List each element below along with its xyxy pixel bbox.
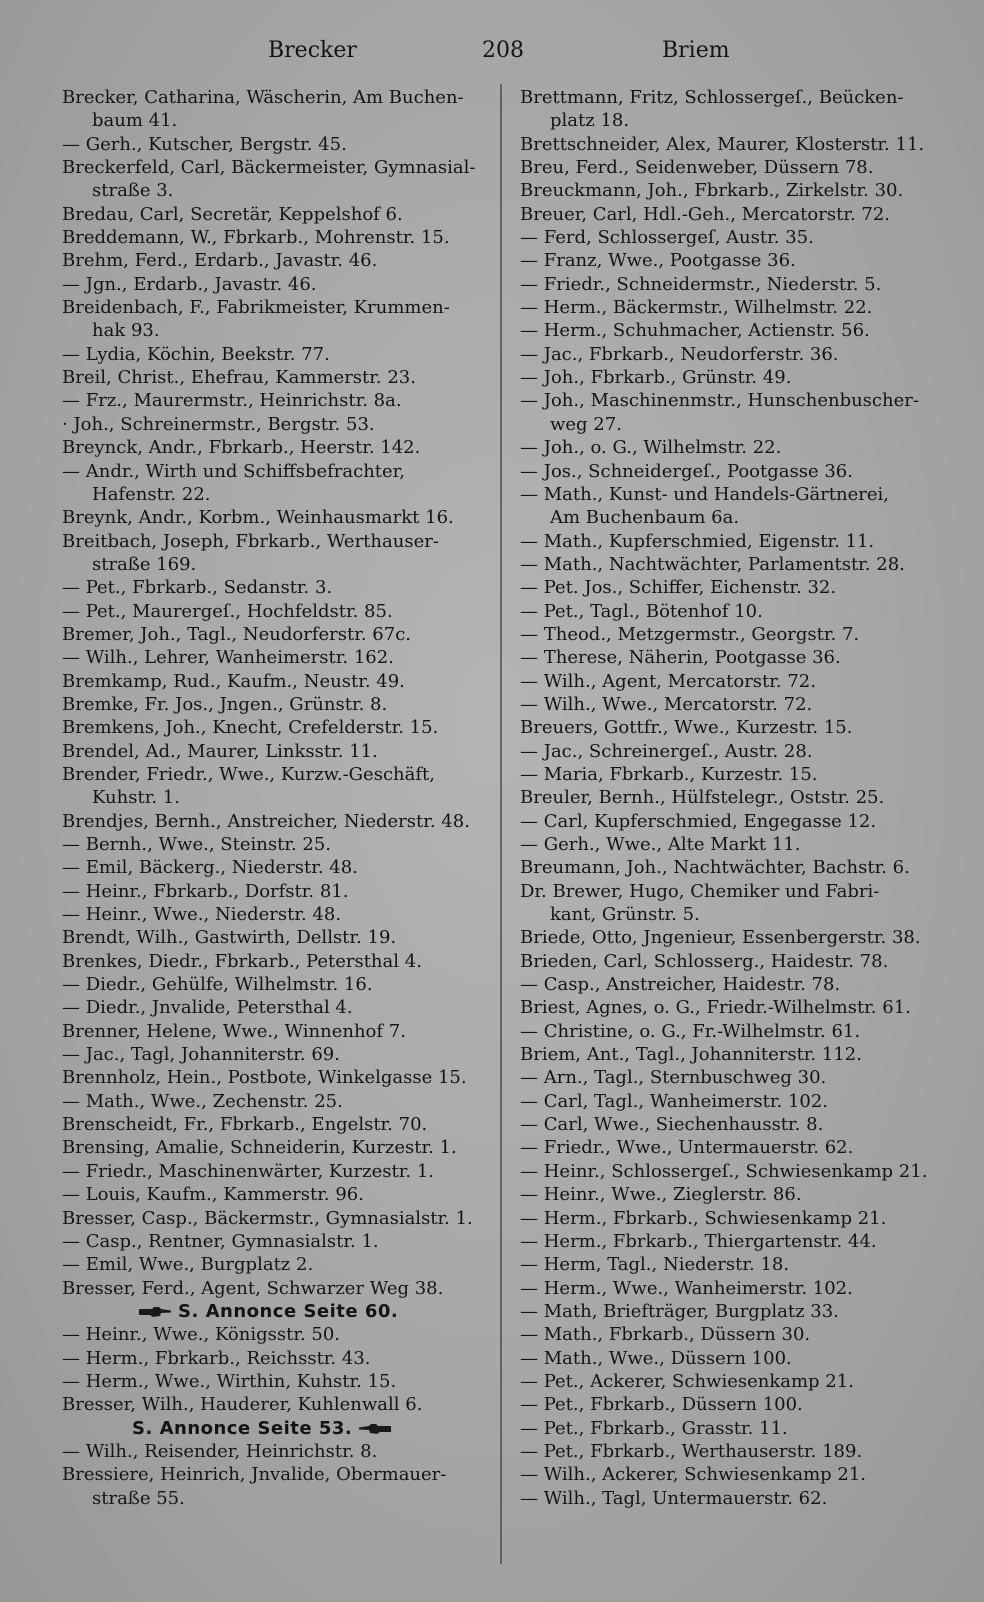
directory-entry bbox=[62, 623, 490, 646]
entry-text: — Math., Kupferschmied, Eigenstr. 11. bbox=[520, 530, 875, 552]
entry-text: — Jac., Tagl, Johanniterstr. 69. bbox=[62, 1044, 340, 1066]
directory-entry bbox=[62, 950, 490, 973]
directory-entry bbox=[62, 506, 490, 529]
directory-entry bbox=[62, 553, 490, 576]
directory-entry bbox=[520, 1323, 960, 1346]
entry-text: Bresser, Casp., Bäckermstr., Gymnasialstr. 1. bbox=[62, 1207, 473, 1229]
entry-text: — Heinr., Fbrkarb., Dorfstr. 81. bbox=[62, 880, 349, 902]
directory-entry bbox=[520, 553, 960, 576]
entry-text: — Pet. Jos., Schiffer, Eichenstr. 32. bbox=[520, 577, 837, 599]
directory-entry bbox=[62, 903, 490, 926]
directory-entry bbox=[62, 576, 490, 599]
entry-text: Breu, Ferd., Seidenweber, Düssern 78. bbox=[520, 157, 874, 179]
entry-text: Brenscheidt, Fr., Fbrkarb., Engelstr. 70. bbox=[62, 1114, 428, 1136]
directory-entry bbox=[62, 1393, 490, 1416]
entry-text: Briem, Ant., Tagl., Johanniterstr. 112. bbox=[520, 1044, 862, 1066]
entry-text: Kuhstr. 1. bbox=[92, 787, 180, 809]
directory-entry bbox=[62, 716, 490, 739]
directory-entry bbox=[520, 1113, 960, 1136]
directory-entry bbox=[62, 1323, 490, 1346]
entry-text: Bredau, Carl, Secretär, Keppelshof 6. bbox=[62, 203, 403, 225]
entry-text: Brennholz, Hein., Postbote, Winkelgasse 15. bbox=[62, 1067, 467, 1089]
page-header bbox=[0, 38, 984, 72]
directory-entry bbox=[520, 950, 960, 973]
directory-entry bbox=[520, 1136, 960, 1159]
directory-entry bbox=[62, 1113, 490, 1136]
directory-entry bbox=[520, 903, 960, 926]
directory-entry bbox=[62, 156, 490, 179]
directory-entry bbox=[62, 413, 490, 436]
directory-entry bbox=[520, 249, 960, 272]
entry-text: platz 18. bbox=[550, 110, 630, 132]
directory-entry bbox=[62, 833, 490, 856]
directory-entry bbox=[62, 319, 490, 342]
entry-text: — Heinr., Wwe., Königsstr. 50. bbox=[62, 1324, 341, 1346]
entry-text: · Joh., Schreinermstr., Bergstr. 53. bbox=[62, 413, 375, 435]
entry-text: — Math., Wwe., Zechenstr. 25. bbox=[62, 1090, 343, 1112]
entry-text: — Wilh., Tagl, Untermauerstr. 62. bbox=[520, 1487, 828, 1509]
entry-text: Brieden, Carl, Schlosserg., Haidestr. 78. bbox=[520, 950, 889, 972]
entry-text: straße 55. bbox=[92, 1487, 185, 1509]
directory-entry bbox=[62, 343, 490, 366]
directory-entry bbox=[62, 1160, 490, 1183]
entry-text: Bremer, Joh., Tagl., Neudorferstr. 67c. bbox=[62, 623, 411, 645]
directory-entry bbox=[520, 273, 960, 296]
left-column bbox=[62, 86, 490, 1510]
directory-entry bbox=[520, 530, 960, 553]
directory-entry bbox=[62, 600, 490, 623]
entry-text: — Pet., Fbrkarb., Düssern 100. bbox=[520, 1394, 803, 1416]
directory-entry bbox=[62, 786, 490, 809]
directory-entry bbox=[62, 203, 490, 226]
directory-entry bbox=[62, 810, 490, 833]
entry-text: Brecker, Catharina, Wäscherin, Am Buchen- bbox=[62, 87, 464, 108]
directory-entry bbox=[520, 763, 960, 786]
directory-entry bbox=[62, 483, 490, 506]
entry-text: — Carl, Kupferschmied, Engegasse 12. bbox=[520, 810, 877, 832]
entry-text: — Carl, Tagl., Wanheimerstr. 102. bbox=[520, 1090, 829, 1112]
directory-entry bbox=[62, 249, 490, 272]
directory-entry bbox=[520, 133, 960, 156]
directory-entry bbox=[520, 623, 960, 646]
directory-entry bbox=[520, 506, 960, 529]
directory-entry bbox=[62, 1207, 490, 1230]
entry-text: — Gerh., Kutscher, Bergstr. 45. bbox=[62, 133, 347, 155]
pointing-hand-icon bbox=[138, 1306, 172, 1318]
entry-text: Brettmann, Fritz, Schlossergeſ., Beücken- bbox=[520, 87, 904, 108]
entry-text: Bresser, Wilh., Hauderer, Kuhlenwall 6. bbox=[62, 1394, 423, 1416]
entry-text: — Heinr., Wwe., Niederstr. 48. bbox=[62, 904, 342, 926]
directory-entry bbox=[520, 1300, 960, 1323]
directory-entry bbox=[62, 1487, 490, 1510]
entry-text: — Christine, o. G., Fr.-Wilhelmstr. 61. bbox=[520, 1020, 861, 1042]
entry-text: — Jac., Schreinergeſ., Austr. 28. bbox=[520, 740, 813, 762]
directory-entry bbox=[520, 319, 960, 342]
directory-entry bbox=[520, 436, 960, 459]
directory-entry bbox=[62, 1183, 490, 1206]
entry-text: straße 169. bbox=[92, 553, 197, 575]
entry-text: Bressiere, Heinrich, Jnvalide, Obermauer- bbox=[62, 1464, 447, 1486]
entry-text: — Math., Wwe., Düssern 100. bbox=[520, 1347, 792, 1369]
entry-text: — Jac., Fbrkarb., Neudorferstr. 36. bbox=[520, 343, 839, 365]
directory-entry bbox=[62, 436, 490, 459]
entry-text: — Wilh., Ackerer, Schwiesenkamp 21. bbox=[520, 1464, 867, 1486]
directory-entry bbox=[520, 179, 960, 202]
directory-entry bbox=[520, 460, 960, 483]
entry-text: Breynck, Andr., Fbrkarb., Heerstr. 142. bbox=[62, 437, 421, 459]
directory-entry bbox=[520, 296, 960, 319]
directory-entry bbox=[520, 156, 960, 179]
entry-text: — Pet., Maurergeſ., Hochfeldstr. 85. bbox=[62, 600, 393, 622]
annonce-reference bbox=[62, 1417, 490, 1440]
entry-text: Bremkens, Joh., Knecht, Crefelderstr. 15. bbox=[62, 717, 439, 739]
directory-entry bbox=[62, 530, 490, 553]
entry-text: — Heinr., Schlossergeſ., Schwiesenkamp 21. bbox=[520, 1160, 928, 1182]
entry-text: Briest, Agnes, o. G., Friedr.-Wilhelmstr. 61. bbox=[520, 997, 911, 1019]
entry-text: Breumann, Joh., Nachtwächter, Bachstr. 6. bbox=[520, 857, 910, 879]
directory-entry bbox=[520, 786, 960, 809]
directory-entry bbox=[520, 1440, 960, 1463]
directory-entry bbox=[62, 366, 490, 389]
directory-entry bbox=[520, 646, 960, 669]
directory-entry bbox=[520, 740, 960, 763]
directory-entry bbox=[520, 810, 960, 833]
directory-entry bbox=[520, 1043, 960, 1066]
directory-entry bbox=[62, 1440, 490, 1463]
directory-entry bbox=[520, 1066, 960, 1089]
entry-text: — Jos., Schneidergeſ., Pootgasse 36. bbox=[520, 460, 853, 482]
entry-text: Bremkamp, Rud., Kaufm., Neustr. 49. bbox=[62, 670, 405, 692]
directory-entry bbox=[520, 1207, 960, 1230]
directory-entry bbox=[520, 1487, 960, 1510]
entry-text: Am Buchenbaum 6a. bbox=[550, 507, 740, 529]
entry-text: Breuer, Carl, Hdl.-Geh., Mercatorstr. 72. bbox=[520, 203, 891, 225]
entry-text: — Herm., Bäckermstr., Wilhelmstr. 22. bbox=[520, 297, 873, 319]
entry-text: Breuers, Gottfr., Wwe., Kurzestr. 15. bbox=[520, 717, 853, 739]
entry-text: — Casp., Anstreicher, Haidestr. 78. bbox=[520, 974, 841, 996]
directory-entry bbox=[520, 1347, 960, 1370]
directory-entry bbox=[520, 716, 960, 739]
entry-text: — Friedr., Wwe., Untermauerstr. 62. bbox=[520, 1137, 854, 1159]
entry-text: Breuckmann, Joh., Fbrkarb., Zirkelstr. 30. bbox=[520, 180, 904, 202]
entry-text: — Heinr., Wwe., Zieglerstr. 86. bbox=[520, 1184, 802, 1206]
entry-text: Breitbach, Joseph, Fbrkarb., Werthauser- bbox=[62, 530, 439, 552]
entry-text: — Joh., Maschinenmstr., Hunschenbuscher- bbox=[520, 390, 919, 412]
entry-text: — Pet., Ackerer, Schwiesenkamp 21. bbox=[520, 1370, 854, 1392]
entry-text: Breddemann, W., Fbrkarb., Mohrenstr. 15. bbox=[62, 227, 450, 249]
entry-text: — Frz., Maurermstr., Heinrichstr. 8a. bbox=[62, 390, 402, 412]
entry-text: Brenkes, Diedr., Fbrkarb., Petersthal 4. bbox=[62, 950, 422, 972]
directory-entry bbox=[520, 1277, 960, 1300]
directory-entry bbox=[520, 343, 960, 366]
entry-text: — Carl, Wwe., Siechenhausstr. 8. bbox=[520, 1114, 824, 1136]
entry-text: Hafenstr. 22. bbox=[92, 483, 211, 505]
directory-entry bbox=[62, 86, 490, 109]
entry-text: — Diedr., Gehülfe, Wilhelmstr. 16. bbox=[62, 974, 373, 996]
entry-text: — Emil, Bäckerg., Niederstr. 48. bbox=[62, 857, 358, 879]
entry-text: — Lydia, Köchin, Beekstr. 77. bbox=[62, 343, 330, 365]
entry-text: — Herm., Schuhmacher, Actienstr. 56. bbox=[520, 320, 870, 342]
entry-text: — Friedr., Maschinenwärter, Kurzestr. 1. bbox=[62, 1160, 435, 1182]
entry-text: baum 41. bbox=[92, 110, 178, 132]
entry-text: Brettschneider, Alex, Maurer, Klosterstr. 11. bbox=[520, 133, 925, 155]
entry-text: Breil, Christ., Ehefrau, Kammerstr. 23. bbox=[62, 367, 416, 389]
directory-entry bbox=[62, 1277, 490, 1300]
directory-entry bbox=[62, 973, 490, 996]
directory-entry bbox=[62, 763, 490, 786]
directory-entry bbox=[520, 670, 960, 693]
directory-entry bbox=[62, 670, 490, 693]
entry-text: — Emil, Wwe., Burgplatz 2. bbox=[62, 1254, 314, 1276]
directory-entry bbox=[520, 109, 960, 132]
entry-text: S. Annonce Seite 60. bbox=[178, 1300, 399, 1322]
entry-text: straße 3. bbox=[92, 180, 174, 202]
directory-entry bbox=[62, 273, 490, 296]
directory-entry bbox=[62, 1347, 490, 1370]
directory-entry bbox=[520, 1183, 960, 1206]
entry-text: — Herm., Fbrkarb., Schwiesenkamp 21. bbox=[520, 1207, 887, 1229]
directory-entry bbox=[520, 483, 960, 506]
directory-entry bbox=[62, 646, 490, 669]
directory-entry bbox=[520, 366, 960, 389]
entry-text: weg 27. bbox=[550, 413, 622, 435]
entry-text: — Therese, Näherin, Pootgasse 36. bbox=[520, 647, 841, 669]
entry-text: — Gerh., Wwe., Alte Markt 11. bbox=[520, 834, 801, 855]
entry-text: Bresser, Ferd., Agent, Schwarzer Weg 38. bbox=[62, 1277, 444, 1299]
entry-text: Briede, Otto, Jngenieur, Essenbergerstr. 38. bbox=[520, 927, 921, 949]
entry-text: Brendel, Ad., Maurer, Linksstr. 11. bbox=[62, 740, 378, 762]
directory-entry bbox=[520, 880, 960, 903]
directory-entry bbox=[520, 693, 960, 716]
entry-text: — Joh., Fbrkarb., Grünstr. 49. bbox=[520, 367, 792, 389]
directory-entry bbox=[62, 1230, 490, 1253]
entry-text: — Pet., Fbrkarb., Sedanstr. 3. bbox=[62, 577, 333, 599]
directory-entry bbox=[520, 973, 960, 996]
entry-text: — Arn., Tagl., Sternbuschweg 30. bbox=[520, 1067, 827, 1089]
entry-text: Dr. Brewer, Hugo, Chemiker und Fabri- bbox=[520, 880, 880, 902]
entry-text: — Herm., Wwe., Wanheimerstr. 102. bbox=[520, 1277, 853, 1299]
entry-text: — Math., Fbrkarb., Düssern 30. bbox=[520, 1324, 811, 1346]
directory-entry bbox=[62, 296, 490, 319]
entry-text: Bremke, Fr. Jos., Jngen., Grünstr. 8. bbox=[62, 693, 388, 715]
directory-entry bbox=[520, 1090, 960, 1113]
directory-entry bbox=[62, 226, 490, 249]
directory-entry bbox=[62, 1066, 490, 1089]
entry-text: — Franz, Wwe., Pootgasse 36. bbox=[520, 250, 796, 272]
directory-entry bbox=[62, 996, 490, 1019]
directory-entry bbox=[62, 693, 490, 716]
directory-entry bbox=[62, 133, 490, 156]
entry-text: — Herm., Fbrkarb., Thiergartenstr. 44. bbox=[520, 1230, 877, 1252]
directory-entry bbox=[62, 1043, 490, 1066]
entry-text: — Louis, Kaufm., Kammerstr. 96. bbox=[62, 1184, 364, 1206]
entry-text: Brendjes, Bernh., Anstreicher, Niederstr. 48. bbox=[62, 810, 470, 832]
right-column bbox=[520, 86, 960, 1510]
directory-entry bbox=[62, 856, 490, 879]
directory-entry bbox=[520, 996, 960, 1019]
directory-entry bbox=[62, 460, 490, 483]
entry-text: — Theod., Metzgermstr., Georgstr. 7. bbox=[520, 623, 860, 645]
entry-text: S. Annonce Seite 53. bbox=[132, 1417, 353, 1439]
entry-text: — Pet., Fbrkarb., Werthauserstr. 189. bbox=[520, 1440, 863, 1462]
entry-text: — Math, Briefträger, Burgplatz 33. bbox=[520, 1300, 839, 1322]
entry-text: — Bernh., Wwe., Steinstr. 25. bbox=[62, 834, 332, 855]
directory-entry bbox=[62, 1136, 490, 1159]
page-number: 208 bbox=[482, 38, 524, 63]
entry-text: — Wilh., Agent, Mercatorstr. 72. bbox=[520, 670, 816, 692]
directory-entry bbox=[520, 833, 960, 856]
header-left-keyword: Brecker bbox=[268, 38, 357, 63]
directory-entry bbox=[520, 203, 960, 226]
entry-text: — Wilh., Wwe., Mercatorstr. 72. bbox=[520, 693, 813, 715]
entry-text: — Joh., o. G., Wilhelmstr. 22. bbox=[520, 437, 782, 459]
entry-text: Breynk, Andr., Korbm., Weinhausmarkt 16. bbox=[62, 507, 454, 529]
directory-entry bbox=[520, 1463, 960, 1486]
directory-entry bbox=[520, 226, 960, 249]
directory-entry bbox=[62, 1370, 490, 1393]
directory-entry bbox=[520, 1160, 960, 1183]
entry-text: — Maria, Fbrkarb., Kurzestr. 15. bbox=[520, 763, 818, 785]
entry-text: hak 93. bbox=[92, 320, 160, 342]
entry-text: Brenner, Helene, Wwe., Winnenhof 7. bbox=[62, 1020, 406, 1042]
directory-entry bbox=[62, 880, 490, 903]
entry-text: — Casp., Rentner, Gymnasialstr. 1. bbox=[62, 1230, 379, 1252]
directory-entry bbox=[62, 926, 490, 949]
directory-entry bbox=[62, 179, 490, 202]
directory-entry bbox=[62, 1253, 490, 1276]
directory-entry bbox=[520, 600, 960, 623]
annonce-reference bbox=[62, 1300, 490, 1323]
directory-entry bbox=[520, 86, 960, 109]
pointing-hand-icon bbox=[358, 1423, 392, 1435]
directory-entry bbox=[520, 1020, 960, 1043]
column-divider bbox=[500, 84, 502, 1564]
directory-entry bbox=[520, 1370, 960, 1393]
directory-entry bbox=[62, 1463, 490, 1486]
entry-text: — Math., Kunst- und Handels-Gärtnerei, bbox=[520, 483, 890, 505]
entry-text: Breckerfeld, Carl, Bäckermeister, Gymnasial- bbox=[62, 157, 476, 179]
directory-entry bbox=[520, 576, 960, 599]
entry-text: — Herm., Wwe., Wirthin, Kuhstr. 15. bbox=[62, 1370, 397, 1392]
entry-text: Brendt, Wilh., Gastwirth, Dellstr. 19. bbox=[62, 927, 397, 949]
directory-entry bbox=[62, 389, 490, 412]
entry-text: — Ferd, Schlossergeſ, Austr. 35. bbox=[520, 227, 814, 249]
directory-entry bbox=[520, 413, 960, 436]
entry-text: — Pet., Fbrkarb., Grasstr. 11. bbox=[520, 1417, 788, 1439]
entry-text: — Math., Nachtwächter, Parlamentstr. 28. bbox=[520, 553, 905, 575]
entry-text: — Pet., Tagl., Bötenhof 10. bbox=[520, 600, 763, 622]
entry-text: Brensing, Amalie, Schneiderin, Kurzestr. 1. bbox=[62, 1137, 457, 1159]
directory-entry bbox=[62, 109, 490, 132]
entry-text: — Wilh., Reisender, Heinrichstr. 8. bbox=[62, 1440, 378, 1462]
entry-text: — Friedr., Schneidermstr., Niederstr. 5. bbox=[520, 273, 882, 295]
directory-entry bbox=[62, 1020, 490, 1043]
entry-text: — Jgn., Erdarb., Javastr. 46. bbox=[62, 273, 317, 295]
directory-entry bbox=[520, 1393, 960, 1416]
entry-text: Breuler, Bernh., Hülfstelegr., Oststr. 25. bbox=[520, 787, 885, 809]
directory-entry bbox=[520, 926, 960, 949]
directory-entry bbox=[520, 1253, 960, 1276]
directory-entry bbox=[62, 740, 490, 763]
entry-text: — Andr., Wirth und Schiffsbefrachter, bbox=[62, 460, 406, 482]
entry-text: — Diedr., Jnvalide, Petersthal 4. bbox=[62, 997, 353, 1019]
entry-text: — Herm, Tagl., Niederstr. 18. bbox=[520, 1254, 790, 1276]
entry-text: Brender, Friedr., Wwe., Kurzw.-Geschäft, bbox=[62, 763, 435, 785]
directory-entry bbox=[520, 389, 960, 412]
directory-entry bbox=[62, 1090, 490, 1113]
directory-entry bbox=[520, 856, 960, 879]
entry-text: Brehm, Ferd., Erdarb., Javastr. 46. bbox=[62, 250, 378, 272]
entry-text: — Herm., Fbrkarb., Reichsstr. 43. bbox=[62, 1347, 371, 1369]
entry-text: Breidenbach, F., Fabrikmeister, Krummen- bbox=[62, 297, 450, 319]
entry-text: — Wilh., Lehrer, Wanheimerstr. 162. bbox=[62, 647, 394, 669]
directory-entry bbox=[520, 1230, 960, 1253]
directory-entry bbox=[520, 1417, 960, 1440]
entry-text: kant, Grünstr. 5. bbox=[550, 904, 700, 926]
header-right-keyword: Briem bbox=[662, 38, 730, 63]
